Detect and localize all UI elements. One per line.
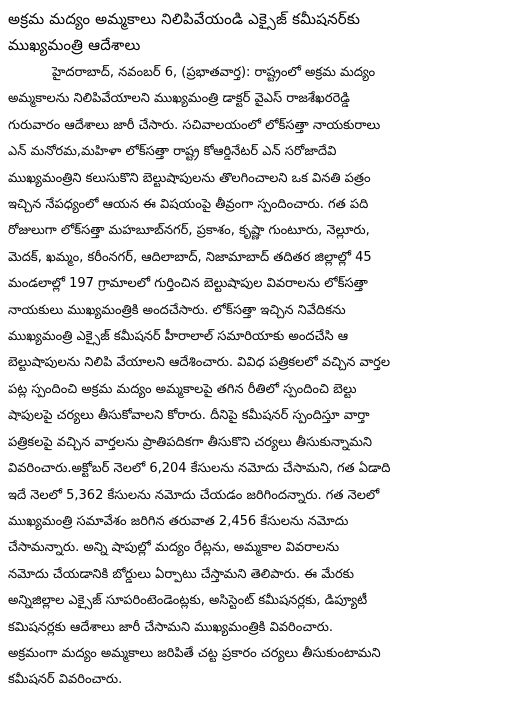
- body-line: షాపులపై చర్యలు తీసుకోవాలని కోరారు. దీనిపై కమీషనర్ స్పందిస్తూ వార్తా: [8, 408, 370, 424]
- body-line: ముఖ్యమంత్రి సమావేశం జరిగిన తరువాత 2,456 కేసులను నమోదు: [8, 513, 349, 529]
- article-body: [8, 60, 515, 694]
- headline-line: ముఖ్యమంత్రి ఆదేశాలు: [8, 36, 141, 54]
- headline-line: అక్రమ మద్యం అమ్మకాలు నిలిపివేయండి ఎక్సైజ్ కమీషనర్‌కు: [8, 10, 361, 28]
- body-line: అమ్మకాలను నిలిపివేయాలని ముఖ్యమంత్రి డాక్టర్ వైఎస్ రాజశేఖరరెడ్డి: [8, 91, 350, 107]
- body-line: పత్రికలపై వచ్చిన వార్తలను ప్రాతిపదికగా తీసుకొని చర్యలు తీసుకున్నామని: [8, 434, 373, 450]
- body-line: మెదక్, ఖమ్మం, కరీంనగర్, ఆదిలాబాద్, నిజామాబాద్ తదితర జిల్లాల్లో 45: [8, 249, 372, 265]
- body-line: బెల్టుషాపులను నిలిపి వేయాలని ఆదేశించారు. వివిధ పత్రికలలో వచ్చిన వార్తల: [8, 355, 391, 371]
- body-line: అన్నిజిల్లాల ఎక్సైజ్ సూపరింటెండెంట్లకు, అసిస్టెంట్ కమీషనర్లకు, డిప్యూటీ: [8, 593, 368, 609]
- body-line: గురువారం ఆదేశాలు జారీ చేసారు. సచివాలయంలో లోక్‌సత్తా నాయకురాలు: [8, 117, 381, 133]
- body-line: ముఖ్యమంత్రి ఎక్సైజ్ కమీషనర్ హీరాలాల్ సమారియాకు అందచేసి ఆ: [8, 329, 349, 345]
- body-line: నాయకులు ముఖ్యమంత్రికి అందచేసారు. లోక్‌సత్తా ఇచ్చిన నివేదికను: [8, 302, 346, 318]
- body-line: నమోదు చేయడానికి బోర్డులు ఏర్పాటు చేస్తామని తెలిపారు. ఈ మేరకు: [8, 566, 354, 582]
- body-line: పట్ల స్పందించి అక్రమ మద్యం అమ్మకాలపై తగిన రీతిలో స్పందించి బెల్టు: [8, 381, 357, 397]
- body-line: హైదరాబాద్, నవంబర్ 6, (ప్రభాతవార్త): రాష్ట్రంలో అక్రమ మద్యం: [52, 65, 376, 80]
- body-line: ఎన్ మనోరమ,మహిళా లోక్‌సత్తా రాష్ట్ర కోఆర్డినేటర్ ఎన్ సరోజాదేవి: [8, 144, 337, 160]
- body-line: చేసామన్నారు. అన్ని షాపుల్లో మద్యం రేట్లను, అమ్మకాల వివరాలను: [8, 540, 340, 556]
- body-line: వివరించారు.అక్టోబర్ నెలలో 6,204 కేసులను నమోదు చేసామని, గత ఏడాది: [8, 461, 391, 477]
- body-line: కమీషనర్ వివరించారు.: [8, 672, 123, 688]
- article-headline: [8, 6, 515, 58]
- body-line: రోజులుగా లోక్‌సత్తా మహబూబ్‌నగర్, ప్రకాశం, కృష్ణా గుంటూరు, నెల్లూరు,: [8, 223, 370, 239]
- body-line: మండలాల్లో 197 గ్రామాలలో గుర్తించిన బెల్టుషాపుల వివరాలను లోక్‌సత్తా: [8, 276, 368, 292]
- body-line: ముఖ్యమంత్రిని కలుసుకొని బెల్టుషాపులను తొలగించాలని ఒక వినతి పత్రం: [8, 170, 371, 186]
- body-line: ఇచ్చిన నేపధ్యంలో ఆయన ఈ విషయంపై తీవ్రంగా స్పందించారు. గత పది: [8, 197, 369, 213]
- news-article: [8, 6, 515, 694]
- body-line: కమిషనర్లకు ఆదేశాలు జారీ చేసామని ముఖ్యమంత్రికి వివరించారు.: [8, 619, 334, 635]
- body-line: ఇదే నెలలో 5,362 కేసులను నమోదు చేయడం జరిగిందన్నారు. గత నెలలో: [8, 487, 380, 503]
- body-line: అక్రమంగా మద్యం అమ్మకాలు జరిపితే చట్ట ప్రకారం చర్యలు తీసుకుంటామని: [8, 645, 381, 661]
